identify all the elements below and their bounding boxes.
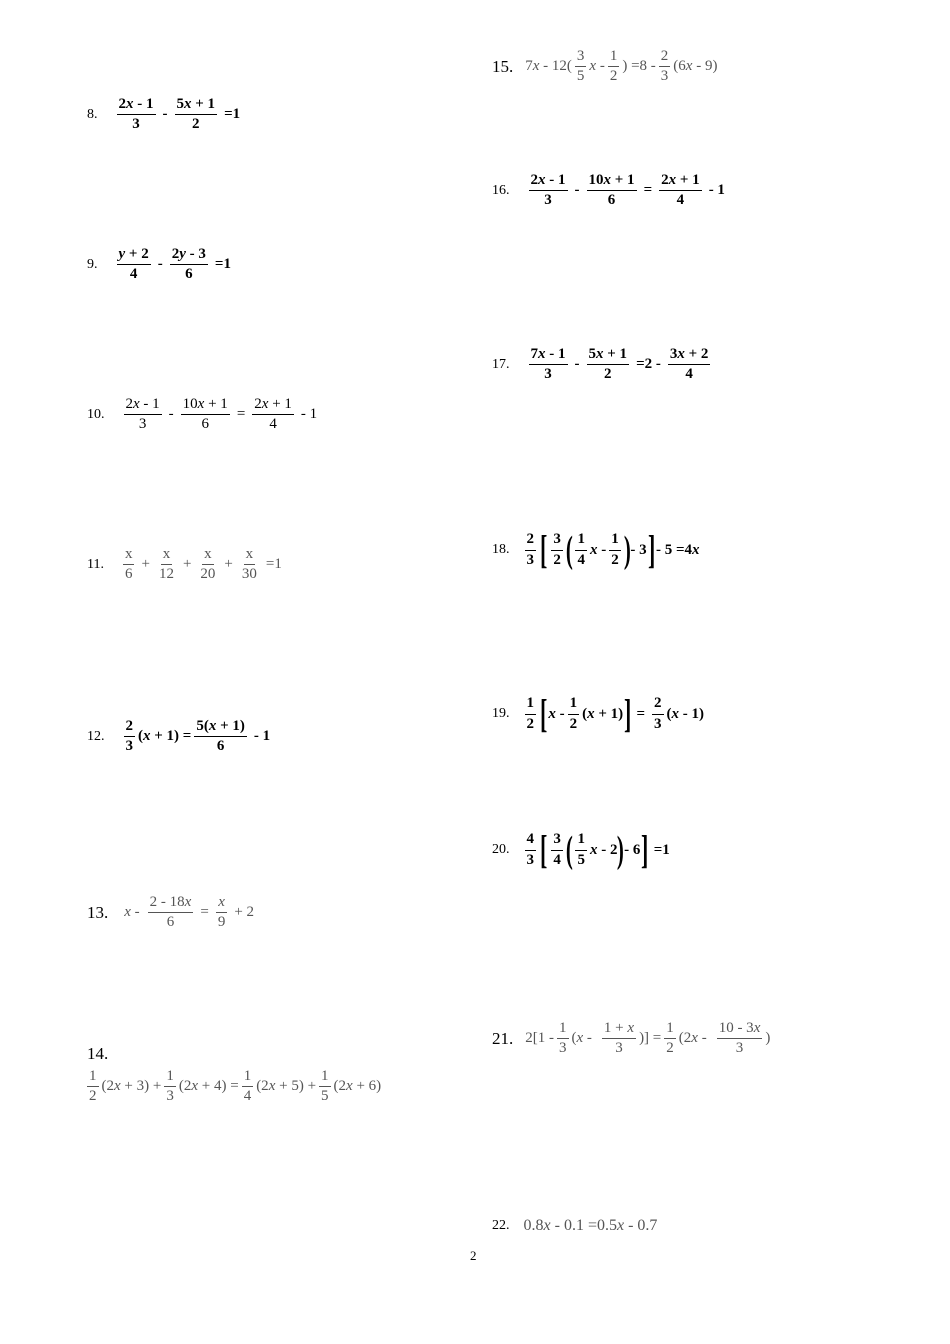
problem-number: 17. xyxy=(492,356,510,372)
problem-number: 21. xyxy=(492,1028,514,1048)
equation: $\frac{x}{6}$ + $\frac{x}{12}$ + $\frac{x}{20}$ + $\frac{x}{30}$ =1 xyxy=(124,546,282,583)
problem-8 xyxy=(87,96,244,134)
problem-number: 13. xyxy=(87,902,109,922)
problem-number: 20. xyxy=(492,842,510,857)
problem-number: 22. xyxy=(492,1218,510,1233)
problem-16 xyxy=(492,172,729,210)
equation: $\frac{4}{3}$ [ $\frac{3}{4}$ ( $\frac{1}{5}$ x - 2 ) - 6 ] =1 xyxy=(526,827,670,872)
equation: $\frac{2}{3}$ [ $\frac{3}{2}$ ( $\frac{1}{4}$ x - $\frac{1}{2}$ ) - 3 ] - 5 =4x xyxy=(526,527,700,572)
problem-number: 18. xyxy=(492,542,510,557)
equation: x - $\frac{2 - 18x}{6}$ = $\frac{x}{9}$ + 2 xyxy=(124,894,255,931)
problem-number: 11. xyxy=(87,556,104,572)
problem-10 xyxy=(87,396,321,434)
equation: 2[1 - $\frac{1}{3}$ (x - $\frac{1 + x}{3}$ )] = $\frac{1}{2}$ (2x - $\frac{10 - 3x}{3}$ ) xyxy=(525,1020,771,1057)
problem-20 xyxy=(492,827,674,872)
problem-14-equation xyxy=(87,1068,381,1106)
equation: $\frac{1}{2}$ (2x + 3) + $\frac{1}{3}$ (2x + 4) = $\frac{1}{4}$ (2x + 5) + $\frac{1}{5}$ (2x + 6) xyxy=(89,1068,382,1105)
equation: 0.8x - 0.1 =0.5x - 0.7 xyxy=(523,1217,658,1234)
problem-11 xyxy=(87,546,286,584)
equation: $\frac{7x - 1}{3}$ - $\frac{5x + 1}{2}$ =2 - $\frac{3x + 2}{4}$ xyxy=(530,346,709,383)
problem-number: 16. xyxy=(492,182,510,198)
problem-9 xyxy=(87,246,235,284)
equation: $\frac{2x - 1}{3}$ - $\frac{5x + 1}{2}$ =1 xyxy=(118,96,241,133)
equation: $\frac{2}{3}$ (x + 1) = $\frac{5(x + 1)}{6}$ - 1 xyxy=(125,718,271,755)
problem-17 xyxy=(492,346,713,384)
problem-22 xyxy=(492,1217,657,1235)
problem-number: 10. xyxy=(87,406,105,422)
problem-14 xyxy=(87,1044,124,1064)
problem-12 xyxy=(87,718,274,756)
problem-13 xyxy=(87,894,258,932)
equation: $\frac{1}{2}$ [ x - $\frac{1}{2}$ (x + 1) ] = $\frac{2}{3}$ (x - 1) xyxy=(526,691,705,736)
problem-number: 14. xyxy=(87,1044,109,1063)
problem-15 xyxy=(492,48,717,86)
problem-number: 8. xyxy=(87,106,98,122)
equation: $\frac{2x - 1}{3}$ - $\frac{10x + 1}{6}$ = $\frac{2x + 1}{4}$ - 1 xyxy=(125,396,318,433)
equation: $\frac{2x - 1}{3}$ - $\frac{10x + 1}{6}$ = $\frac{2x + 1}{4}$ - 1 xyxy=(530,172,725,209)
problem-number: 12. xyxy=(87,728,105,744)
equation: $\frac{y + 2}{4}$ - $\frac{2y - 3}{6}$ =1 xyxy=(118,246,231,283)
problem-number: 19. xyxy=(492,706,510,721)
problem-number: 15. xyxy=(492,56,514,76)
problem-21 xyxy=(492,1020,770,1058)
problem-18 xyxy=(492,527,700,572)
equation: 7x - 12( $\frac{3}{5}$ x - $\frac{1}{2}$ ) =8 - $\frac{2}{3}$ (6x - 9) xyxy=(525,48,718,85)
problem-19 xyxy=(492,691,705,736)
page-number: 2 xyxy=(470,1248,477,1263)
problem-number: 9. xyxy=(87,256,98,272)
